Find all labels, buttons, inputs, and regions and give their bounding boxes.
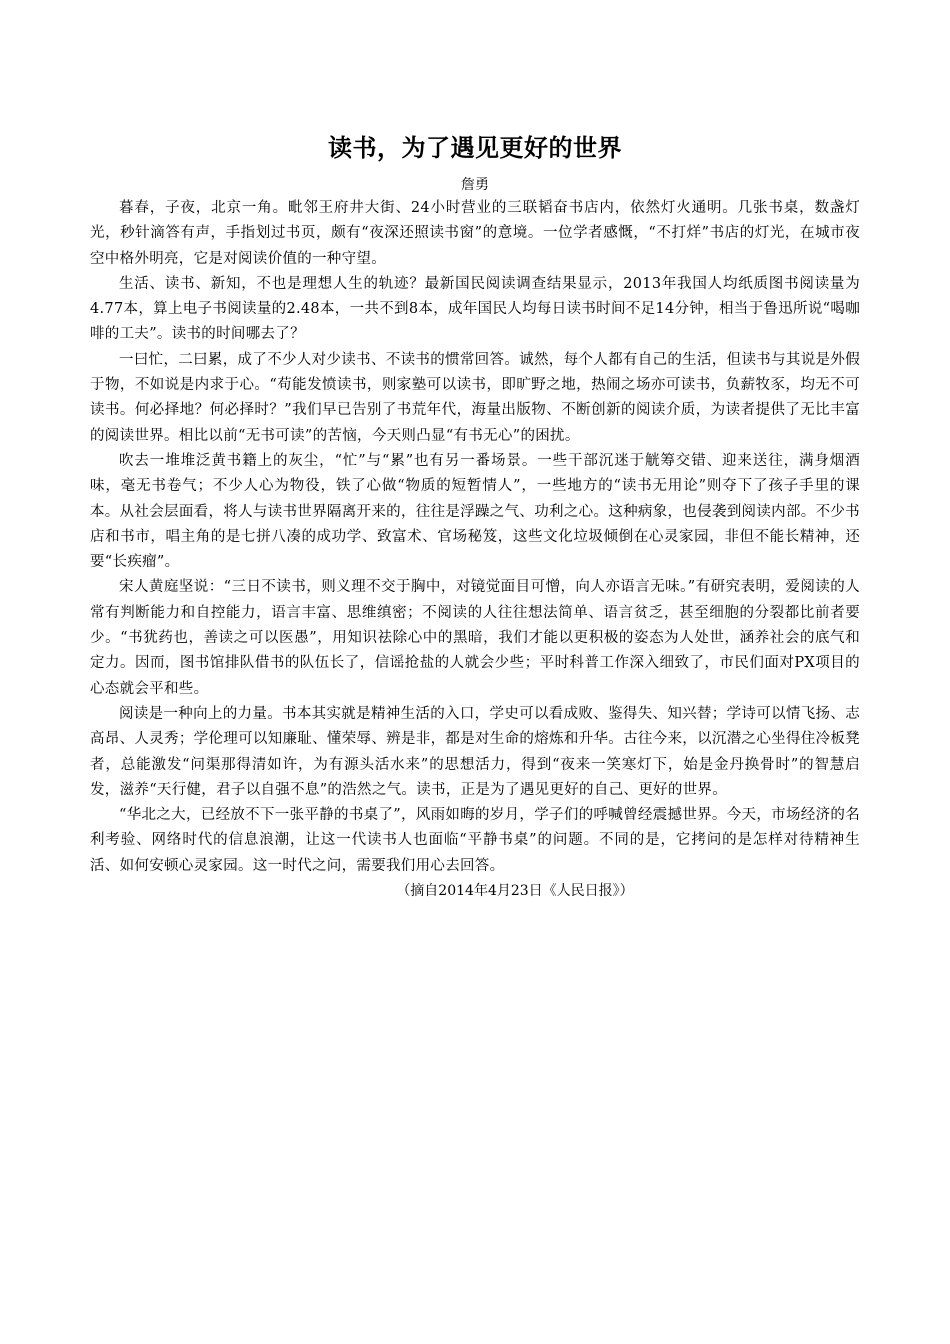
article-author: 詹勇 xyxy=(461,177,489,193)
paragraph: 阅读是一种向上的力量。书本其实就是精神生活的入口，学史可以看成败、鉴得失、知兴替；学诗可以情飞扬、志高昂、人灵秀；学伦理可以知廉耻、懂荣辱、辨是非，都是对生命的熔炼和升华。古往今来，以沉潜之心坐得住冷板凳者，总能激发“问渠那得清如许，为有源头活水来”的思想活力，得到“夜来一笑寒灯下，始是金丹换骨时”的智慧启发，滋养“天行健，君子以自强不息”的浩然之气。读书，正是为了遇见更好的自己、更好的世界。 xyxy=(90,705,860,798)
paragraph: 宋人黄庭坚说：“三日不读书，则义理不交于胸中，对镜觉面目可憎，向人亦语言无味。”有研究表明，爱阅读的人常有判断能力和自控能力，语言丰富、思维缜密；不阅读的人往往想法简单、语言贫乏，甚至细胞的分裂都比前者要少。“书犹药也，善读之可以医愚”，用知识祛除心中的黑暗，我们才能以更积极的姿态为人处世，涵养社会的底气和定力。因而，图书馆排队借书的队伍长了，信谣抢盐的人就会少些；平时科普工作深入细致了，市民们面对PX项目的心态就会平和些。 xyxy=(90,579,860,697)
article-title: 读书，为了遇见更好的世界 xyxy=(328,133,622,162)
article-source: （摘自2014年4月23日《人民日报》） xyxy=(396,883,634,900)
paragraph: “华北之大，已经放不下一张平静的书桌了”，风雨如晦的岁月，学子们的呼喊曾经震撼世界。今天，市场经济的名利考验、网络时代的信息浪潮，让这一代读书人也面临“平静书桌”的问题。不同的是，它拷问的是怎样对待精神生活、如何安顿心灵家园。这一时代之问，需要我们用心去回答。 xyxy=(90,807,860,874)
article xyxy=(90,128,860,904)
paragraph: 吹去一堆堆泛黄书籍上的灰尘，“忙”与“累”也有另一番场景。一些干部沉迷于觥筹交错、迎来送往，满身烟酒味，毫无书卷气；不少人心为物役，铁了心做“物质的短暂情人”，一些地方的“读书无用论”则夺下了孩子手里的课本。从社会层面看，将人与读书世界隔离开来的，往往是浮躁之气、功利之心。这种病象，也侵袭到阅读内部。不少书店和书市，唱主角的是七拼八凑的成功学、致富术、官场秘笈，这些文化垃圾倾倒在心灵家园，非但不能长精神，还要“长疾瘤”。 xyxy=(90,452,860,571)
paragraph: 一曰忙，二曰累，成了不少人对少读书、不读书的惯常回答。诚然，每个人都有自己的生活，但读书与其说是外假于物，不如说是内求于心。“苟能发愤读书，则家塾可以读书，即旷野之地，热闹之场亦可读书，负薪牧豕，均无不可读书。何必择地？何必择时？”我们早已告别了书荒年代，海量出版物、不断创新的阅读介质，为读者提供了无比丰富的阅读世界。相比以前“无书可读”的苦恼，今天则凸显“有书无心”的困扰。 xyxy=(90,351,860,444)
paragraph: 暮春，子夜，北京一角。毗邻王府井大街、24小时营业的三联韬奋书店内，依然灯火通明。几张书桌，数盏灯光，秒针滴答有声，手指划过书页，颇有“夜深还照读书窗”的意境。一位学者感慨，“不打烊”书店的灯光，在城市夜空中格外明亮，它是对阅读价值的一种守望。 xyxy=(90,200,860,267)
paragraph: 生活、读书、新知，不也是理想人生的轨迹？最新国民阅读调查结果显示，2013年我国人均纸质图书阅读量为4.77本，算上电子书阅读量的2.48本，一共不到8本，成年国民人均每日读书时间不足14分钟，相当于鲁迅所说“喝咖啡的工夫”。读书的时间哪去了？ xyxy=(90,275,860,343)
article-body xyxy=(90,196,860,879)
